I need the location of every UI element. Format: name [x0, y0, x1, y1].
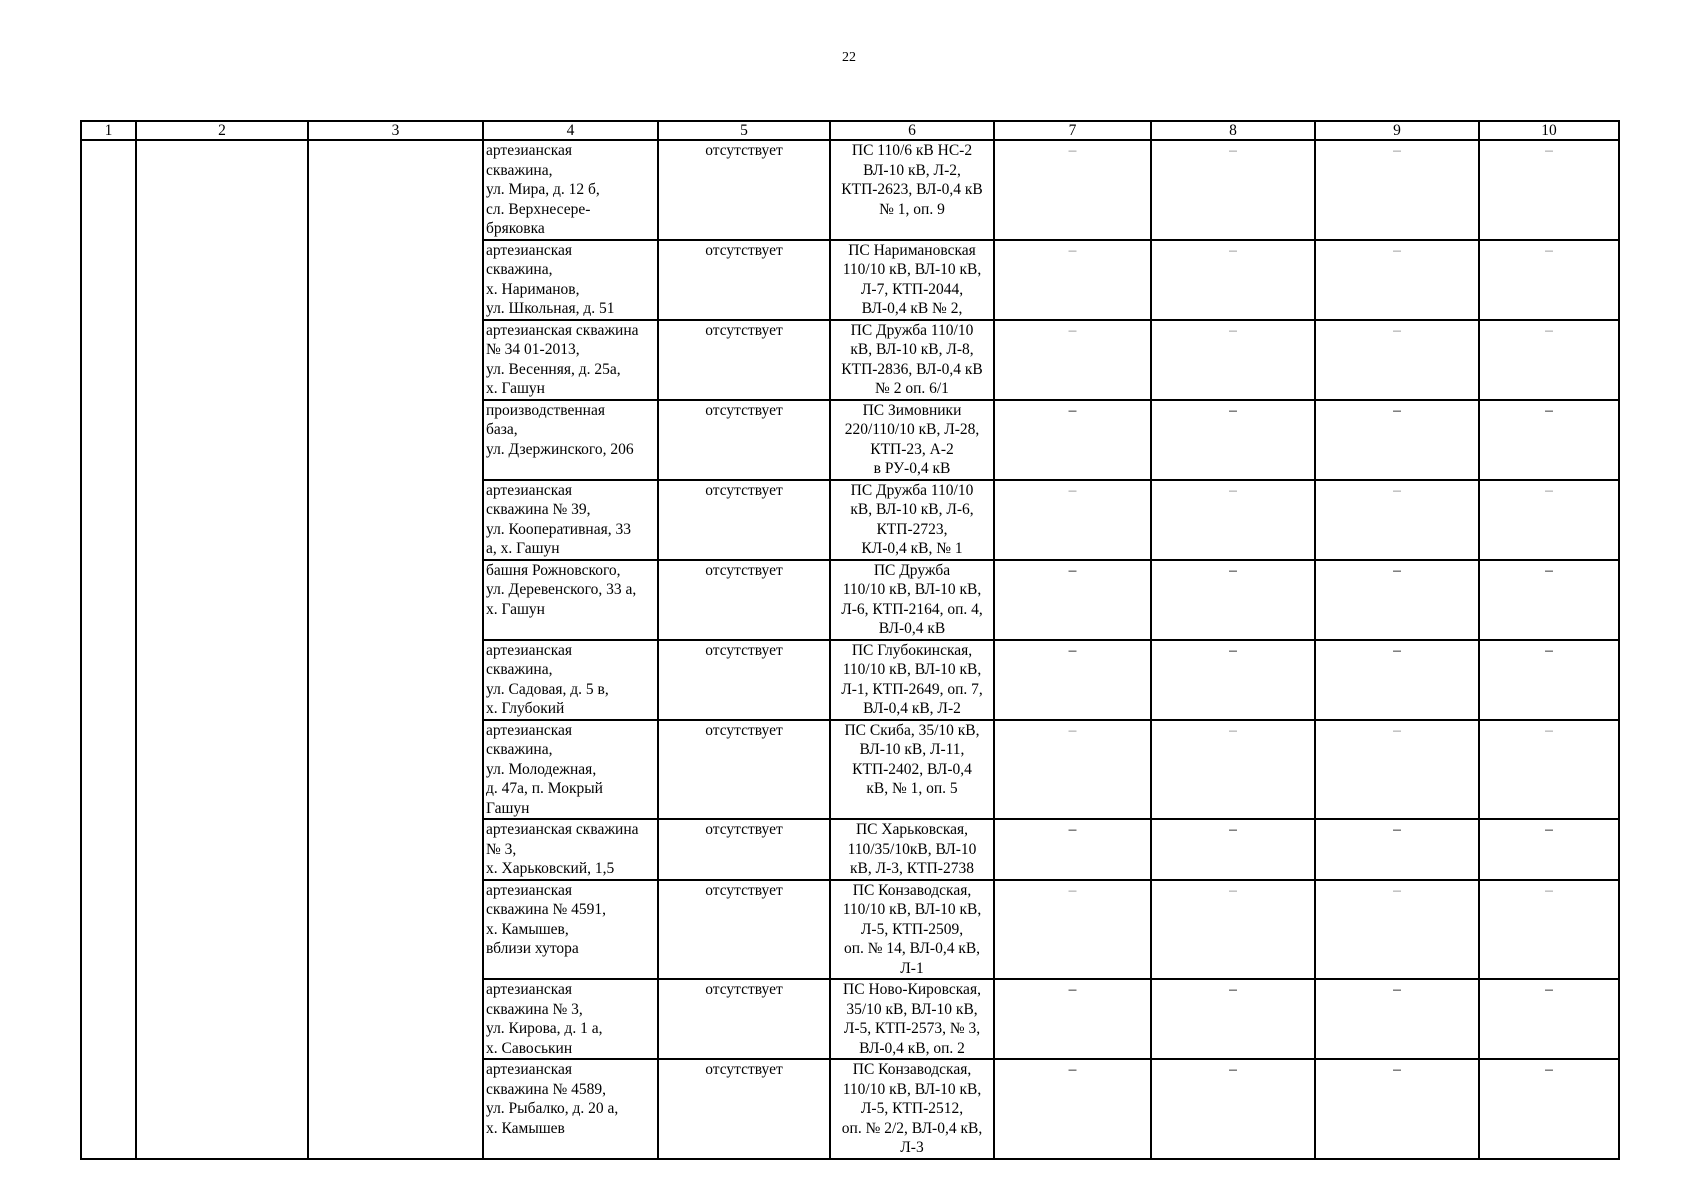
- dash-cell: –: [1315, 480, 1479, 560]
- column-header: 10: [1479, 121, 1619, 140]
- dash-cell: –: [1151, 320, 1315, 400]
- document-table: [80, 120, 1620, 1160]
- dash-cell: –: [1315, 880, 1479, 980]
- object-cell: артезианская скважина, ул. Садовая, д. 5 в, х. Глубокий: [483, 640, 658, 720]
- column-header: 1: [81, 121, 136, 140]
- network-cell: отсутствует: [658, 140, 830, 240]
- source-cell: ПС Наримановская 110/10 кВ, ВЛ-10 кВ, Л-7, КТП-2044, ВЛ-0,4 кВ № 2,: [830, 240, 994, 320]
- dash-cell: –: [1151, 480, 1315, 560]
- dash-cell: –: [1315, 320, 1479, 400]
- network-cell: отсутствует: [658, 979, 830, 1059]
- column-header: 5: [658, 121, 830, 140]
- dash-cell: –: [994, 140, 1151, 240]
- column-header: 6: [830, 121, 994, 140]
- dash-cell: –: [1479, 480, 1619, 560]
- dash-cell: –: [1151, 560, 1315, 640]
- dash-cell: –: [1479, 880, 1619, 980]
- dash-cell: –: [994, 240, 1151, 320]
- dash-cell: –: [1151, 720, 1315, 820]
- dash-cell: –: [1151, 140, 1315, 240]
- dash-cell: –: [994, 880, 1151, 980]
- dash-cell: –: [1315, 720, 1479, 820]
- source-cell: ПС Ново-Кировская, 35/10 кВ, ВЛ-10 кВ, Л-5, КТП-2573, № 3, ВЛ-0,4 кВ, оп. 2: [830, 979, 994, 1059]
- dash-cell: –: [1315, 979, 1479, 1059]
- header-row: [81, 121, 1619, 140]
- dash-cell: –: [1479, 240, 1619, 320]
- network-cell: отсутствует: [658, 720, 830, 820]
- dash-cell: –: [1151, 979, 1315, 1059]
- network-cell: отсутствует: [658, 560, 830, 640]
- page-number: 22: [842, 50, 856, 65]
- dash-cell: –: [1315, 140, 1479, 240]
- source-cell: ПС Зимовники 220/110/10 кВ, Л-28, КТП-23, А-2 в РУ-0,4 кВ: [830, 400, 994, 480]
- source-cell: ПС Глубокинская, 110/10 кВ, ВЛ-10 кВ, Л-1, КТП-2649, оп. 7, ВЛ-0,4 кВ, Л-2: [830, 640, 994, 720]
- dash-cell: –: [1151, 1059, 1315, 1159]
- source-cell: ПС Дружба 110/10 кВ, ВЛ-10 кВ, Л-6, КТП-2164, оп. 4, ВЛ-0,4 кВ: [830, 560, 994, 640]
- object-cell: артезианская скважина № 39, ул. Кооперативная, 33 а, х. Гашун: [483, 480, 658, 560]
- dash-cell: –: [1315, 560, 1479, 640]
- column-header: 3: [308, 121, 483, 140]
- dash-cell: –: [994, 320, 1151, 400]
- dash-cell: –: [1479, 400, 1619, 480]
- source-cell: ПС Конзаводская, 110/10 кВ, ВЛ-10 кВ, Л-5, КТП-2509, оп. № 14, ВЛ-0,4 кВ, Л-1: [830, 880, 994, 980]
- dash-cell: –: [1315, 400, 1479, 480]
- dash-cell: –: [994, 560, 1151, 640]
- dash-cell: –: [1479, 819, 1619, 880]
- network-cell: отсутствует: [658, 880, 830, 980]
- dash-cell: –: [994, 720, 1151, 820]
- dash-cell: –: [1151, 819, 1315, 880]
- dash-cell: –: [1479, 560, 1619, 640]
- source-cell: ПС Конзаводская, 110/10 кВ, ВЛ-10 кВ, Л-5, КТП-2512, оп. № 2/2, ВЛ-0,4 кВ, Л-3: [830, 1059, 994, 1159]
- source-cell: ПС Скиба, 35/10 кВ, ВЛ-10 кВ, Л-11, КТП-2402, ВЛ-0,4 кВ, № 1, оп. 5: [830, 720, 994, 820]
- dash-cell: –: [1479, 979, 1619, 1059]
- column-header: 4: [483, 121, 658, 140]
- empty-cell: [136, 140, 308, 1159]
- object-cell: артезианская скважина, ул. Мира, д. 12 б, сл. Верхнесере- бряковка: [483, 140, 658, 240]
- network-cell: отсутствует: [658, 320, 830, 400]
- network-cell: отсутствует: [658, 240, 830, 320]
- column-header: 8: [1151, 121, 1315, 140]
- dash-cell: –: [1479, 320, 1619, 400]
- network-cell: отсутствует: [658, 480, 830, 560]
- dash-cell: –: [1151, 240, 1315, 320]
- dash-cell: –: [1151, 880, 1315, 980]
- empty-cell: [308, 140, 483, 1159]
- column-header: 9: [1315, 121, 1479, 140]
- object-cell: артезианская скважина, х. Нариманов, ул. Школьная, д. 51: [483, 240, 658, 320]
- dash-cell: –: [1479, 140, 1619, 240]
- object-cell: производственная база, ул. Дзержинского, 206: [483, 400, 658, 480]
- dash-cell: –: [994, 480, 1151, 560]
- source-cell: ПС Дружба 110/10 кВ, ВЛ-10 кВ, Л-8, КТП-2836, ВЛ-0,4 кВ № 2 оп. 6/1: [830, 320, 994, 400]
- dash-cell: –: [1479, 720, 1619, 820]
- column-header: 7: [994, 121, 1151, 140]
- table-row: [81, 140, 1619, 240]
- object-cell: артезианская скважина № 3, х. Харьковский, 1,5: [483, 819, 658, 880]
- dash-cell: –: [994, 819, 1151, 880]
- empty-cell: [81, 140, 136, 1159]
- dash-cell: –: [1151, 400, 1315, 480]
- dash-cell: –: [1479, 640, 1619, 720]
- object-cell: артезианская скважина, ул. Молодежная, д. 47а, п. Мокрый Гашун: [483, 720, 658, 820]
- dash-cell: –: [1315, 640, 1479, 720]
- source-cell: ПС Дружба 110/10 кВ, ВЛ-10 кВ, Л-6, КТП-2723, КЛ-0,4 кВ, № 1: [830, 480, 994, 560]
- network-cell: отсутствует: [658, 400, 830, 480]
- source-cell: ПС Харьковская, 110/35/10кВ, ВЛ-10 кВ, Л-3, КТП-2738: [830, 819, 994, 880]
- dash-cell: –: [1315, 819, 1479, 880]
- dash-cell: –: [1479, 1059, 1619, 1159]
- dash-cell: –: [1151, 640, 1315, 720]
- dash-cell: –: [1315, 1059, 1479, 1159]
- dash-cell: –: [1315, 240, 1479, 320]
- network-cell: отсутствует: [658, 819, 830, 880]
- network-cell: отсутствует: [658, 640, 830, 720]
- dash-cell: –: [994, 400, 1151, 480]
- source-cell: ПС 110/6 кВ НС-2 ВЛ-10 кВ, Л-2, КТП-2623, ВЛ-0,4 кВ № 1, оп. 9: [830, 140, 994, 240]
- network-cell: отсутствует: [658, 1059, 830, 1159]
- object-cell: артезианская скважина № 4589, ул. Рыбалко, д. 20 а, х. Камышев: [483, 1059, 658, 1159]
- dash-cell: –: [994, 640, 1151, 720]
- object-cell: артезианская скважина № 4591, х. Камышев, вблизи хутора: [483, 880, 658, 980]
- object-cell: артезианская скважина № 3, ул. Кирова, д. 1 а, х. Савоськин: [483, 979, 658, 1059]
- dash-cell: –: [994, 979, 1151, 1059]
- column-header: 2: [136, 121, 308, 140]
- object-cell: башня Рожновского, ул. Деревенского, 33 а, х. Гашун: [483, 560, 658, 640]
- object-cell: артезианская скважина № 34 01-2013, ул. Весенняя, д. 25а, х. Гашун: [483, 320, 658, 400]
- dash-cell: –: [994, 1059, 1151, 1159]
